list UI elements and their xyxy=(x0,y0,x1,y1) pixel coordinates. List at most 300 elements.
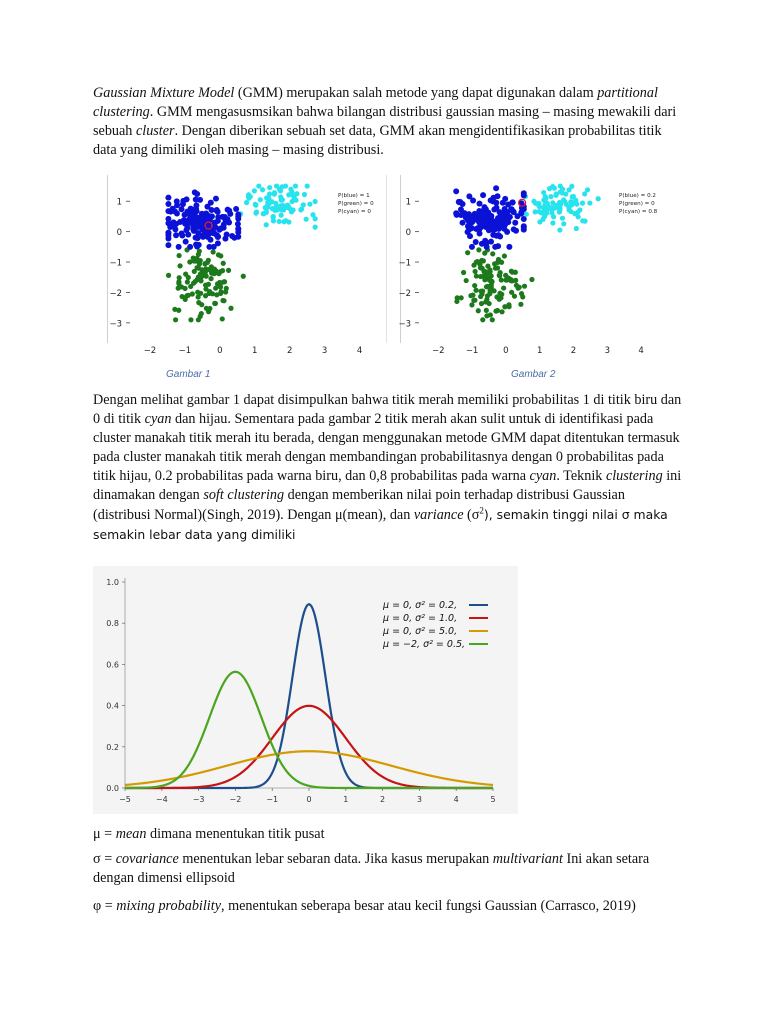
green-point xyxy=(195,290,200,295)
legend-text: P(green) = 0 xyxy=(338,201,374,207)
y-tick-label: −2 xyxy=(109,288,122,299)
blue-point xyxy=(177,219,183,225)
cyan-point xyxy=(537,219,542,224)
gaussian-chart xyxy=(93,566,518,814)
fig1-x-tick-label: −2 xyxy=(143,346,157,356)
cyan-point xyxy=(302,192,307,197)
blue-point xyxy=(165,242,171,248)
cyan-point xyxy=(582,219,587,224)
cyan-point xyxy=(264,222,269,227)
fig1-x-tick-label: 4 xyxy=(356,346,363,356)
legend-label: μ = 0, σ² = 5.0, xyxy=(383,626,458,637)
x-tick-label: 5 xyxy=(490,795,496,804)
green-point xyxy=(499,309,504,314)
green-point xyxy=(513,278,518,283)
green-point xyxy=(188,284,193,289)
fig2-x-tick-label: 0 xyxy=(503,346,509,356)
blue-point xyxy=(194,215,200,221)
green-point xyxy=(206,282,211,287)
cyan-point xyxy=(307,202,312,207)
green-point xyxy=(220,268,225,273)
green-point xyxy=(241,274,246,279)
green-point xyxy=(469,302,474,307)
cyan-point xyxy=(267,185,272,190)
blue-point xyxy=(453,188,459,194)
cyan-point xyxy=(313,225,318,230)
blue-point xyxy=(165,220,171,226)
green-point xyxy=(218,253,223,258)
cyan-point xyxy=(544,211,549,216)
fig2-x-tick-label: −1 xyxy=(465,346,479,356)
definition-phi: φ = mixing probability, menentukan seberapa besar atau kecil fungsi Gaussian (Carrasco, 2019) xyxy=(93,898,636,914)
green-point xyxy=(529,277,534,282)
green-point xyxy=(226,268,231,273)
blue-point xyxy=(490,198,496,204)
green-point xyxy=(478,294,483,299)
green-point xyxy=(190,291,195,296)
blue-point xyxy=(497,234,503,240)
cyan-point xyxy=(278,203,283,208)
blue-point xyxy=(502,208,508,214)
cyan-point xyxy=(294,191,299,196)
blue-point xyxy=(470,197,476,203)
blue-point xyxy=(180,201,186,207)
blue-point xyxy=(486,223,492,229)
cyan-point xyxy=(570,194,575,199)
green-point xyxy=(209,271,214,276)
blue-point xyxy=(226,220,232,226)
blue-point xyxy=(491,206,497,212)
blue-point xyxy=(213,196,219,202)
blue-point xyxy=(222,214,228,220)
paragraph-intro: Gaussian Mixture Model (GMM) merupakan salah metode yang dapat digunakan dalam partitional clustering. GMM mengasusmsikan bahwa bilangan distribusi gaussian masing – masing mewakili dari sebuah cluster. Dengan diberikan sebuah set data, GMM akan mengidentifikasikan probabilitas titik data yang dimiliki oleh masing – masing distribusi. xyxy=(93,85,677,158)
blue-point xyxy=(184,196,190,202)
fig2-x-tick-label: −2 xyxy=(432,346,445,356)
definition-sigma: σ = covariance menentukan lebar sebaran data. Jika kasus merupakan multivariant Ini akan setara dengan dimensi ellipsoid xyxy=(93,851,650,886)
y-tick-label: −3 xyxy=(109,319,122,330)
blue-point xyxy=(191,228,197,234)
blue-point xyxy=(203,211,209,217)
green-point xyxy=(518,302,523,307)
green-point xyxy=(177,253,182,258)
cyan-point xyxy=(582,191,587,196)
legend-text: P(cyan) = 0.8 xyxy=(619,209,658,215)
cyan-point xyxy=(252,188,257,193)
blue-point xyxy=(504,229,510,235)
y-tick-label: 0 xyxy=(405,228,411,239)
green-point xyxy=(468,293,473,298)
cyan-point xyxy=(244,200,249,205)
y-tick-label: 0.6 xyxy=(106,660,119,670)
green-point xyxy=(206,309,211,314)
blue-point xyxy=(189,220,195,226)
cyan-point xyxy=(288,187,293,192)
green-point xyxy=(179,294,184,299)
green-point xyxy=(476,247,481,252)
blue-point xyxy=(506,244,512,250)
cyan-point xyxy=(557,209,562,214)
blue-point xyxy=(472,216,478,222)
cyan-point xyxy=(269,199,274,204)
blue-point xyxy=(482,216,488,222)
blue-point xyxy=(165,201,171,207)
blue-point xyxy=(473,239,479,245)
blue-point xyxy=(179,206,185,212)
blue-point xyxy=(193,197,199,203)
blue-point xyxy=(214,207,220,213)
cyan-point xyxy=(577,207,582,212)
cyan-point xyxy=(285,203,290,208)
blue-point xyxy=(466,227,472,233)
green-point xyxy=(514,283,519,288)
cyan-point xyxy=(272,192,277,197)
legend-text: P(blue) = 1 xyxy=(338,193,370,199)
cyan-point xyxy=(541,205,546,210)
series-line xyxy=(125,672,493,788)
fig1-x-tick-label: 1 xyxy=(252,346,258,356)
blue-point xyxy=(521,190,527,196)
cyan-point xyxy=(548,194,553,199)
green-point xyxy=(213,301,218,306)
cyan-point xyxy=(566,207,571,212)
blue-point xyxy=(165,232,171,238)
green-point xyxy=(196,274,201,279)
green-point xyxy=(497,273,502,278)
blue-point xyxy=(465,217,471,223)
cyan-point xyxy=(289,199,294,204)
cyan-point xyxy=(260,187,265,192)
cyan-point xyxy=(256,183,261,188)
green-point xyxy=(207,291,212,296)
cyan-point xyxy=(580,201,585,206)
x-tick-label: 1 xyxy=(343,795,349,804)
green-point xyxy=(459,295,464,300)
y-tick-label: 0.8 xyxy=(106,619,119,629)
y-tick-label: −3 xyxy=(398,319,411,330)
green-point xyxy=(199,302,204,307)
figure-gambar-2 xyxy=(400,175,669,343)
blue-point xyxy=(193,242,199,248)
cyan-point xyxy=(278,188,283,193)
blue-point xyxy=(458,212,464,218)
cyan-point xyxy=(293,183,298,188)
green-point xyxy=(490,251,495,256)
green-point xyxy=(483,299,488,304)
blue-point xyxy=(482,238,488,244)
fig1-x-tick-label: 2 xyxy=(286,346,293,356)
y-tick-label: 0.4 xyxy=(106,701,119,711)
cyan-point xyxy=(248,194,253,199)
green-point xyxy=(220,316,225,321)
cyan-point xyxy=(274,208,279,213)
definition-mu: μ = mean dimana menentukan titik pusat xyxy=(93,826,325,842)
blue-point xyxy=(497,219,503,225)
blue-point xyxy=(227,211,233,217)
green-point xyxy=(502,253,507,258)
green-point xyxy=(473,269,478,274)
caption-gambar-2: Gambar 2 xyxy=(511,369,556,380)
green-point xyxy=(166,273,171,278)
green-point xyxy=(173,317,178,322)
green-point xyxy=(193,279,198,284)
green-point xyxy=(484,272,489,277)
blue-point xyxy=(208,200,214,206)
y-tick-label: −1 xyxy=(398,258,411,269)
green-point xyxy=(218,284,223,289)
blue-point xyxy=(458,207,464,213)
legend-label: μ = −2, σ² = 0.5, xyxy=(383,639,466,650)
cyan-point xyxy=(310,212,315,217)
blue-point xyxy=(521,223,527,229)
legend-text: P(green) = 0 xyxy=(619,201,655,207)
blue-point xyxy=(165,195,171,201)
blue-point xyxy=(521,216,527,222)
green-point xyxy=(214,270,219,275)
green-point xyxy=(185,279,190,284)
cyan-point xyxy=(274,183,279,188)
green-point xyxy=(484,308,489,313)
figure-gambar-1 xyxy=(107,175,387,343)
blue-point xyxy=(215,234,221,240)
x-tick-label: −2 xyxy=(229,795,242,804)
cyan-point xyxy=(258,197,263,202)
green-point xyxy=(519,291,524,296)
legend-text: P(cyan) = 0 xyxy=(338,209,371,215)
cyan-point xyxy=(298,207,303,212)
green-point xyxy=(484,276,489,281)
cyan-point xyxy=(543,194,548,199)
x-tick-label: 3 xyxy=(416,795,422,804)
green-point xyxy=(474,260,479,265)
cyan-point xyxy=(587,200,592,205)
cyan-point xyxy=(277,219,282,224)
green-point xyxy=(484,313,489,318)
cyan-point xyxy=(560,216,565,221)
cyan-point xyxy=(576,214,581,219)
green-point xyxy=(182,286,187,291)
cyan-point xyxy=(254,209,259,214)
green-point xyxy=(489,285,494,290)
green-point xyxy=(489,273,494,278)
y-tick-label: 0.0 xyxy=(106,784,119,793)
cyan-point xyxy=(545,201,550,206)
green-point xyxy=(177,275,182,280)
blue-point xyxy=(460,220,466,226)
blue-point xyxy=(218,225,224,231)
fig2-x-tick-label: 3 xyxy=(604,346,610,356)
green-point xyxy=(497,297,502,302)
green-point xyxy=(224,286,229,291)
green-point xyxy=(502,304,507,309)
green-point xyxy=(493,266,498,271)
blue-point xyxy=(202,230,208,236)
blue-point xyxy=(211,244,217,250)
green-point xyxy=(506,275,511,280)
green-point xyxy=(211,249,216,254)
blue-point xyxy=(235,216,241,222)
green-point xyxy=(221,298,226,303)
blue-point xyxy=(460,201,466,207)
cyan-point xyxy=(283,218,288,223)
cyan-point xyxy=(279,213,284,218)
y-tick-label: 1.0 xyxy=(106,578,119,587)
green-point xyxy=(194,265,199,270)
green-point xyxy=(472,283,477,288)
green-point xyxy=(478,265,483,270)
fig2-x-tick-label: 1 xyxy=(536,346,543,356)
blue-point xyxy=(476,226,482,232)
legend-label: μ = 0, σ² = 0.2, xyxy=(383,600,458,611)
green-point xyxy=(214,292,219,297)
green-point xyxy=(493,308,498,313)
green-point xyxy=(490,317,495,322)
green-point xyxy=(199,311,204,316)
cyan-point xyxy=(286,192,291,197)
cyan-point xyxy=(566,187,571,192)
blue-point xyxy=(502,196,508,202)
green-point xyxy=(196,317,201,322)
gaussian-chart-svg xyxy=(93,566,518,814)
blue-point xyxy=(209,207,215,213)
cyan-point xyxy=(524,212,529,217)
scatter-plot-1 xyxy=(108,175,386,343)
green-point xyxy=(472,298,477,303)
blue-point xyxy=(231,235,237,241)
fig2-x-tick-label: 4 xyxy=(638,346,644,356)
green-point xyxy=(485,293,490,298)
cyan-point xyxy=(548,205,553,210)
green-point xyxy=(501,285,506,290)
green-point xyxy=(478,274,483,279)
green-point xyxy=(194,256,199,261)
cyan-point xyxy=(261,211,266,216)
y-tick-label: 0 xyxy=(116,228,122,239)
green-point xyxy=(176,281,181,286)
cyan-point xyxy=(560,187,565,192)
green-point xyxy=(177,263,182,268)
blue-point xyxy=(483,206,489,212)
cyan-point xyxy=(283,183,288,188)
blue-point xyxy=(469,244,475,250)
series-line xyxy=(125,751,493,785)
cyan-point xyxy=(550,220,555,225)
legend-text: P(blue) = 0.2 xyxy=(619,193,656,199)
green-point xyxy=(522,284,527,289)
cyan-point xyxy=(561,221,566,226)
blue-point xyxy=(493,185,499,191)
y-tick-label: 1 xyxy=(116,197,122,208)
scatter-plot-2 xyxy=(398,175,669,343)
cyan-point xyxy=(264,195,269,200)
y-tick-label: −1 xyxy=(109,258,122,269)
green-point xyxy=(461,270,466,275)
blue-point xyxy=(192,189,198,195)
blue-point xyxy=(176,244,182,250)
green-point xyxy=(480,317,485,322)
blue-point xyxy=(171,219,177,225)
green-point xyxy=(509,269,514,274)
green-point xyxy=(202,261,207,266)
x-tick-label: −4 xyxy=(155,795,168,804)
cyan-point xyxy=(574,226,579,231)
green-point xyxy=(482,251,487,256)
green-point xyxy=(476,308,481,313)
cyan-point xyxy=(554,203,559,208)
blue-point xyxy=(233,206,239,212)
green-point xyxy=(183,272,188,277)
green-point xyxy=(485,264,490,269)
fig2-x-tick-label: 2 xyxy=(570,346,577,356)
blue-point xyxy=(224,231,230,237)
x-tick-label: −1 xyxy=(266,795,279,804)
blue-point xyxy=(508,206,514,212)
cyan-point xyxy=(271,218,276,223)
fig1-x-tick-label: 3 xyxy=(321,346,328,356)
green-point xyxy=(196,294,201,299)
cyan-point xyxy=(253,202,258,207)
x-tick-label: −5 xyxy=(119,795,131,804)
green-point xyxy=(213,286,218,291)
x-tick-label: −3 xyxy=(192,795,205,804)
green-point xyxy=(509,290,514,295)
cyan-point xyxy=(305,183,310,188)
blue-point xyxy=(184,210,190,216)
fig1-x-tick-label: 0 xyxy=(217,346,223,356)
green-point xyxy=(221,261,226,266)
green-point xyxy=(221,279,226,284)
cyan-point xyxy=(279,198,284,203)
x-tick-label: 2 xyxy=(380,795,386,804)
cyan-point xyxy=(557,227,562,232)
cyan-point xyxy=(531,199,536,204)
green-point xyxy=(203,270,208,275)
blue-point xyxy=(187,244,193,250)
blue-point xyxy=(505,214,511,220)
y-tick-label: −2 xyxy=(398,288,411,299)
cyan-point xyxy=(551,214,556,219)
cyan-point xyxy=(564,202,569,207)
blue-point xyxy=(513,228,519,234)
x-tick-label: 0 xyxy=(306,795,312,804)
y-tick-label: 0.2 xyxy=(106,742,119,752)
cyan-point xyxy=(596,196,601,201)
cyan-point xyxy=(532,209,537,214)
blue-point xyxy=(183,227,189,233)
cyan-point xyxy=(553,193,558,198)
cyan-point xyxy=(552,186,557,191)
blue-point xyxy=(173,232,179,238)
green-point xyxy=(176,308,181,313)
blue-point xyxy=(480,192,486,198)
green-point xyxy=(188,317,193,322)
blue-point xyxy=(172,208,178,214)
green-point xyxy=(481,258,486,263)
blue-point xyxy=(476,201,482,207)
green-point xyxy=(228,306,233,311)
green-point xyxy=(496,257,501,262)
caption-gambar-1: Gambar 1 xyxy=(166,369,211,380)
blue-point xyxy=(215,214,221,220)
blue-point xyxy=(183,239,189,245)
cyan-point xyxy=(574,202,579,207)
cyan-point xyxy=(304,217,309,222)
green-point xyxy=(464,278,469,283)
legend-label: μ = 0, σ² = 1.0, xyxy=(383,613,458,624)
blue-point xyxy=(495,243,501,249)
green-point xyxy=(208,276,213,281)
blue-point xyxy=(193,206,199,212)
x-tick-label: 4 xyxy=(453,795,459,804)
